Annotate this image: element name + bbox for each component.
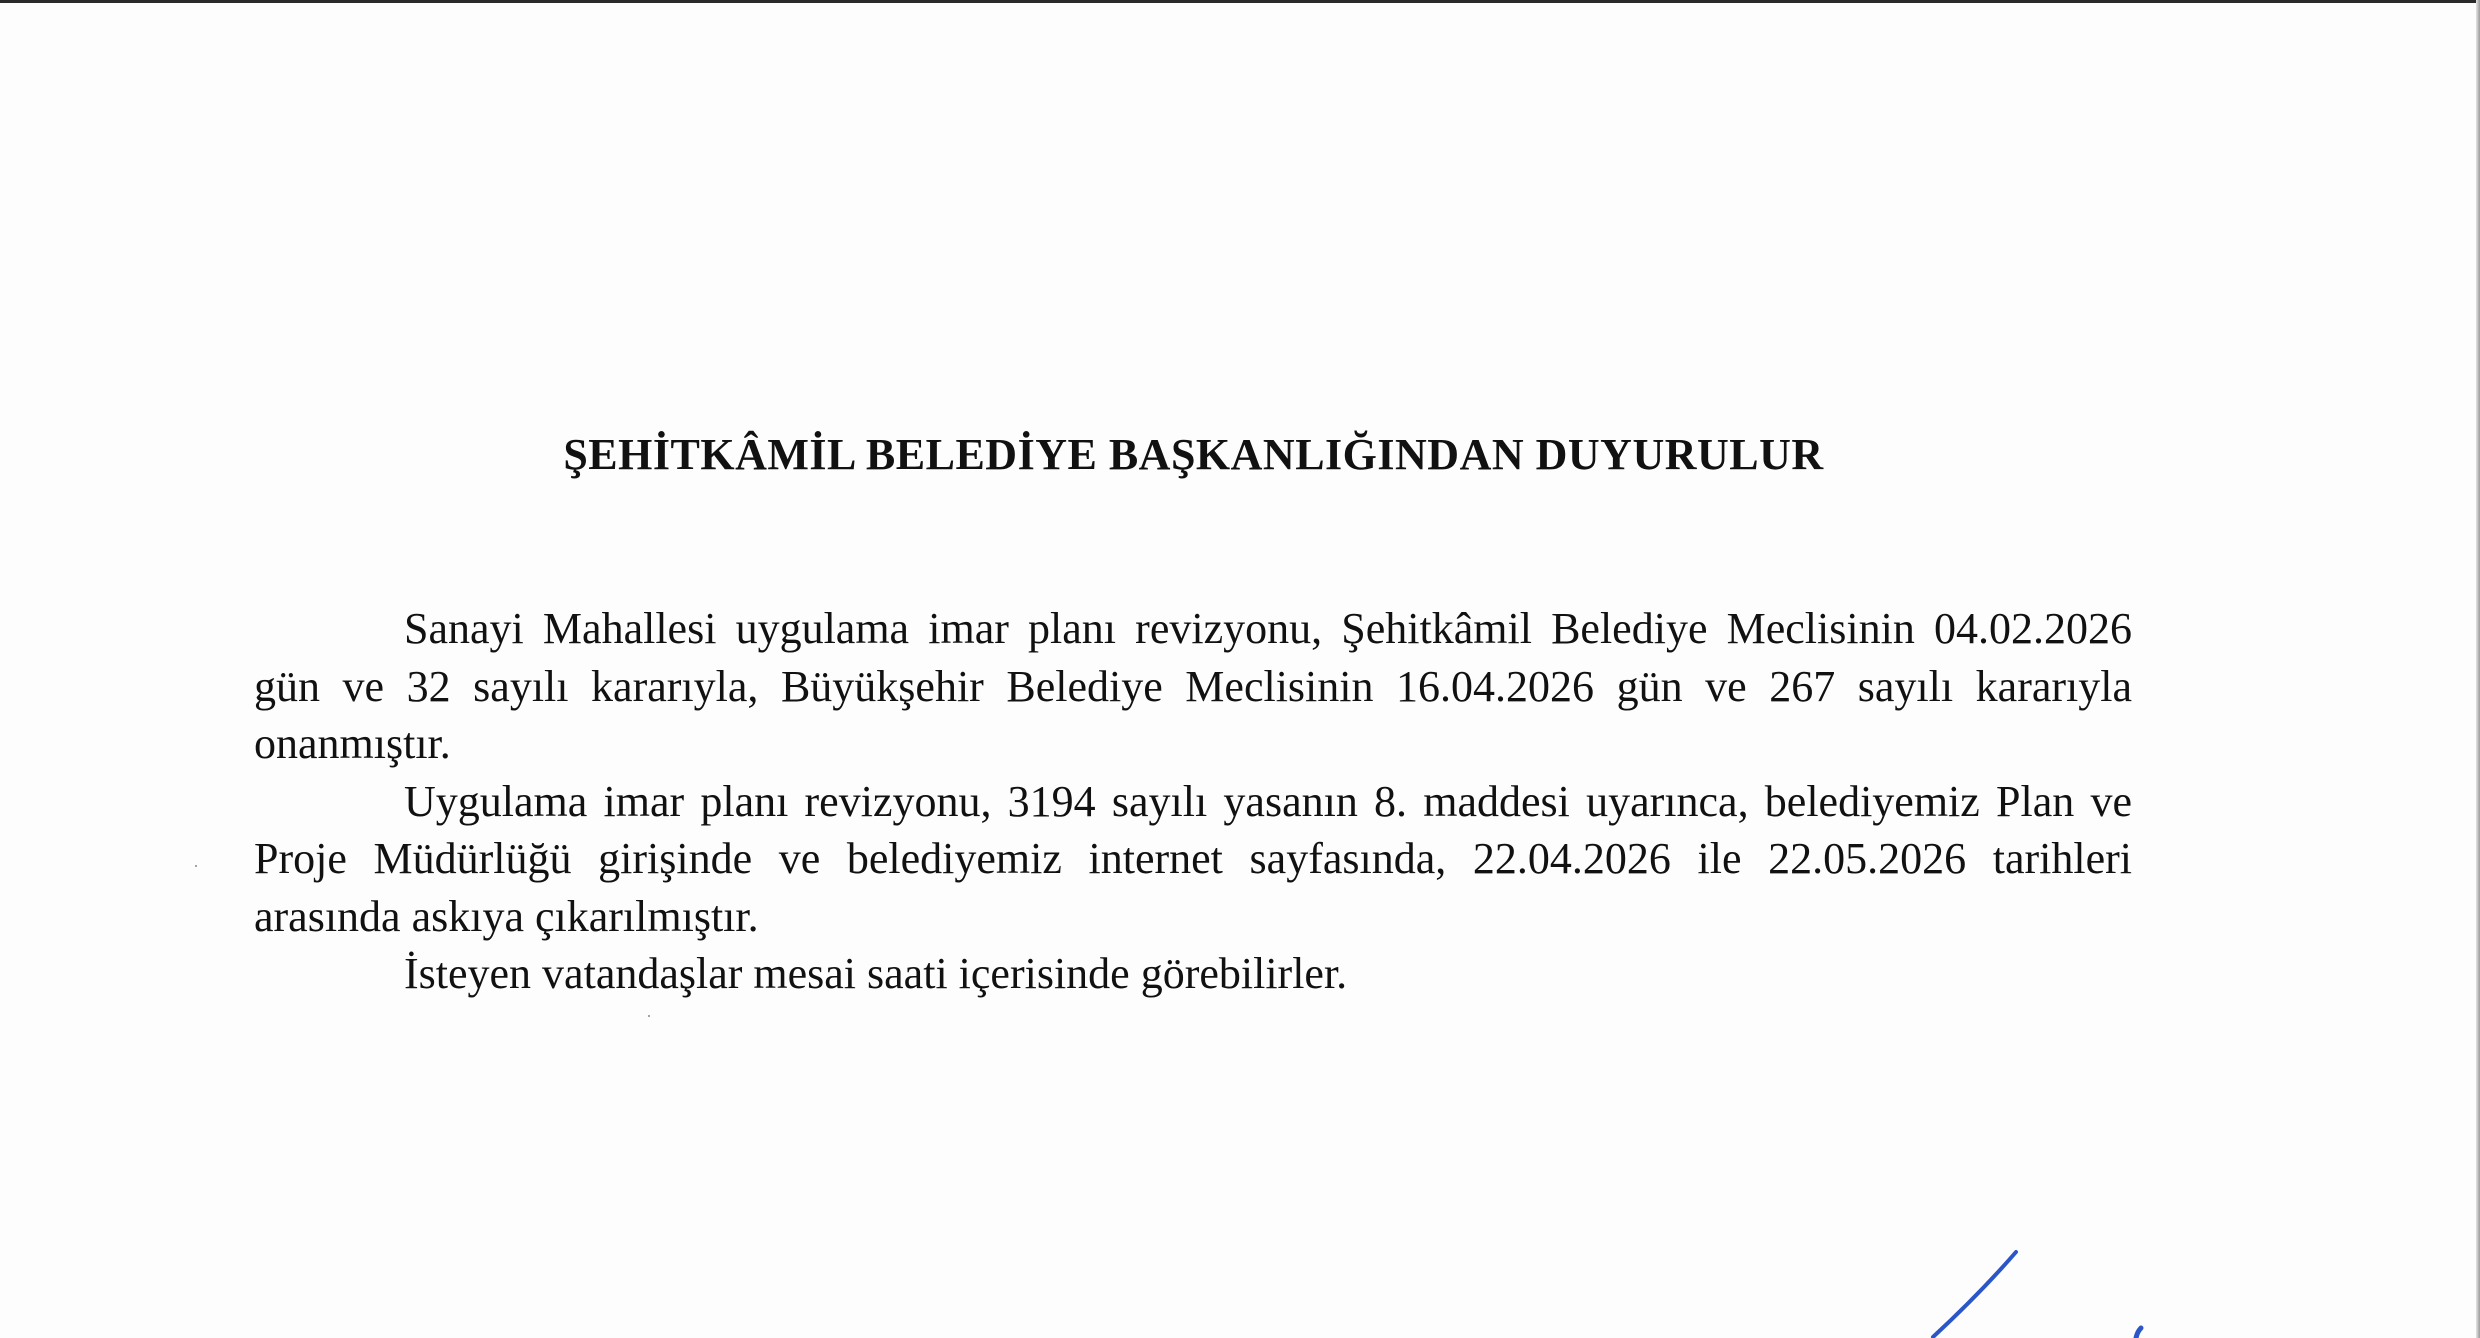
paragraph-public-display: Uygulama imar planı revizyonu, 3194 sayılı yasanın 8. maddesi uyarınca, belediyemiz Plan ve Proje Müdürlüğü girişinde ve belediyemiz internet sayfasında, 22.04.2026 ile 22.05.2026 tarihleri arasında askıya çıkarılmıştır. [254,776,2132,941]
paragraph-plan-approval: Sanayi Mahallesi uygulama imar planı revizyonu, Şehitkâmil Belediye Meclisinin 04.02.2026 gün ve 32 sayılı kararıyla, Büyükşehir Belediye Meclisinin 16.04.2026 gün ve 267 sayılı kararıyla onanmıştır. [254,604,2132,768]
announcement-body [254,600,2132,1003]
paragraph-citizen-notice: İsteyen vatandaşlar mesai saati içerisinde görebilirler. [404,949,1348,998]
scan-speck [195,865,197,867]
scan-speck [648,1015,650,1017]
signature-stroke-icon [1840,1240,2160,1338]
scan-right-edge [2476,0,2480,1338]
scan-top-edge [0,0,2480,3]
announcement-title: ŞEHİTKÂMİL BELEDİYE BAŞKANLIĞINDAN DUYURULUR [563,430,1824,479]
